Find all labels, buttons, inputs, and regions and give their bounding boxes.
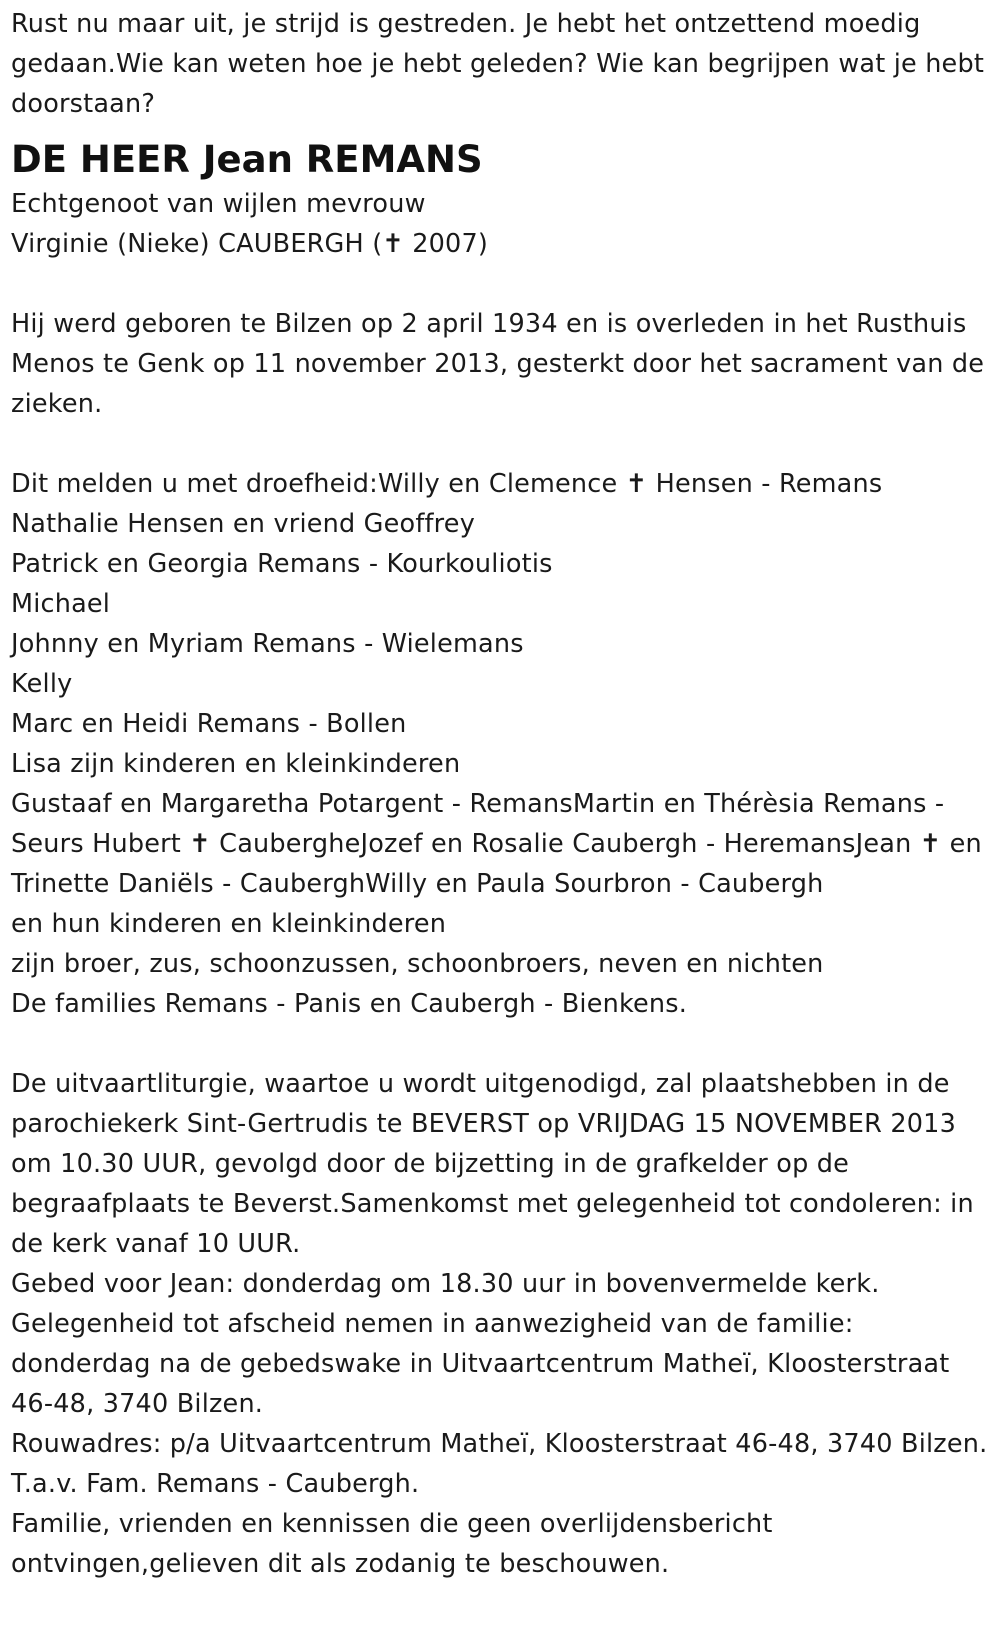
family-announcement [11,464,990,1024]
funeral-paragraph: De uitvaartliturgie, waartoe u wordt uitgenodigd, zal plaatshebben in de parochiekerk Sint-Gertrudis te BEVERST op VRIJDAG 15 NOVEMBER 2013 om 10.30 UUR, gevolgd door de bijzetting in de grafkelder op de begraafplaats te Beverst.Samenkomst met gelegenheid tot condoleren: in de kerk vanaf 10 UUR. [11,1069,974,1259]
prayer-paragraph: Gebed voor Jean: donderdag om 18.30 uur in bovenvermelde kerk. [11,1269,880,1299]
family-line: De families Remans - Panis en Caubergh - Bienkens. [11,989,688,1019]
spacer [11,424,990,464]
intro-verse: Rust nu maar uit, je strijd is gestreden. Je hebt het ontzettend moedig gedaan.Wie kan weten hoe je hebt geleden? Wie kan begrijpen wat je hebt doorstaan? [11,9,985,119]
family-line: Nathalie Hensen en vriend Geoffrey [11,509,475,539]
spouse-line-2: Virginie (Nieke) CAUBERGH (✝ 2007) [11,229,489,259]
family-line: Lisa zijn kinderen en kleinkinderen [11,749,461,779]
family-line: Patrick en Georgia Remans - Kourkouliotis [11,549,553,579]
family-line: Dit melden u met droefheid:Willy en Clemence ✝ Hensen - Remans [11,469,883,499]
deceased-name: DE HEER Jean REMANS [11,138,483,181]
family-line: Marc en Heidi Remans - Bollen [11,709,407,739]
birth-death-paragraph: Hij werd geboren te Bilzen op 2 april 1934 en is overleden in het Rusthuis Menos te Genk op 11 november 2013, gesterkt door het sacrament van de zieken. [11,309,985,419]
farewell-paragraph: Gelegenheid tot afscheid nemen in aanwezigheid van de familie: donderdag na de gebedswake in Uitvaartcentrum Matheï, Kloosterstraat 46-48, 3740 Bilzen. [11,1309,950,1419]
spacer [11,264,990,304]
siblings-paragraph: Gustaaf en Margaretha Potargent - RemansMartin en Thérèsia Remans - Seurs Hubert ✝ CaubergheJozef en Rosalie Caubergh - HeremansJean ✝ en Trinette Daniëls - CauberghWilly en Paula Sourbron - Caubergh [11,789,982,899]
family-line: zijn broer, zus, schoonzussen, schoonbroers, neven en nichten [11,949,824,979]
family-line: Kelly [11,669,73,699]
address-paragraph: Rouwadres: p/a Uitvaartcentrum Matheï, Kloosterstraat 46-48, 3740 Bilzen. T.a.v. Fam. Remans - Caubergh. [11,1429,988,1499]
family-line: Johnny en Myriam Remans - Wielemans [11,629,524,659]
spacer [11,1024,990,1064]
spouse-line-1: Echtgenoot van wijlen mevrouw [11,189,426,219]
family-line: en hun kinderen en kleinkinderen [11,909,447,939]
family-line: Michael [11,589,111,619]
closing-paragraph: Familie, vrienden en kennissen die geen overlijdensbericht ontvingen,gelieven dit als zodanig te beschouwen. [11,1509,773,1579]
